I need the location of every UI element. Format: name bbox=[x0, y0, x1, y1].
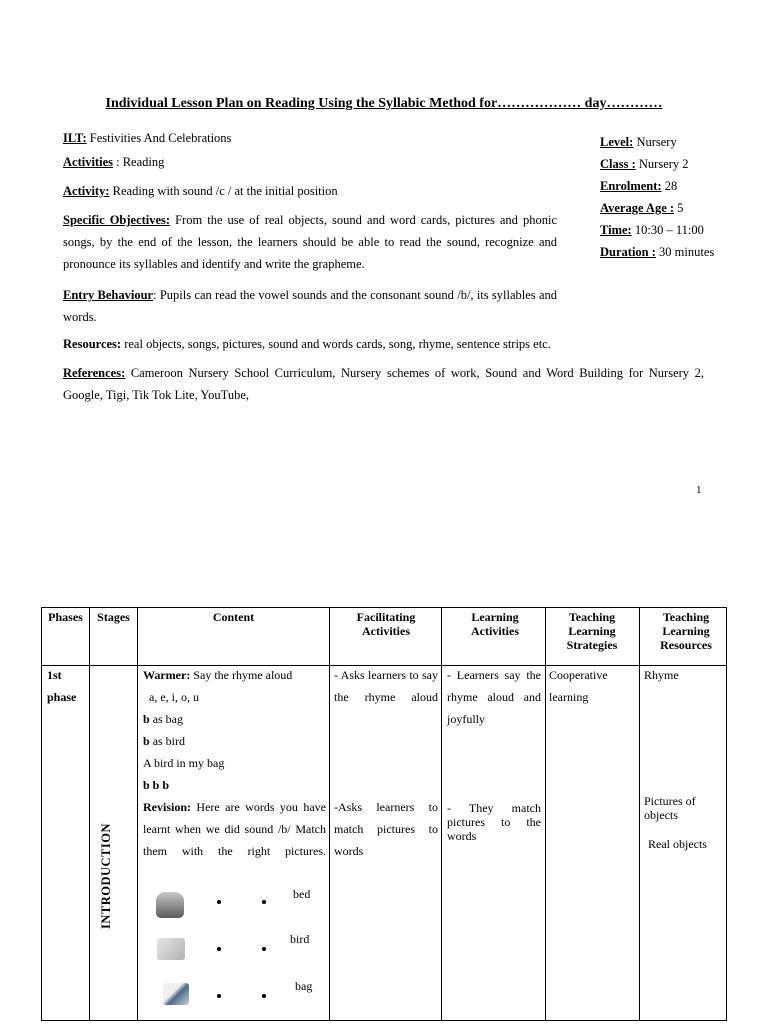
activity-value: Reading with sound /c / at the initial position bbox=[109, 184, 338, 198]
duration-line bbox=[600, 241, 760, 263]
ilt-value: Festivities And Celebrations bbox=[86, 131, 232, 145]
revision-paragraph bbox=[143, 796, 326, 862]
rhyme-line: A bird in my bag bbox=[143, 756, 225, 770]
word-bed: bed bbox=[293, 887, 311, 901]
warmer-label: Warmer: bbox=[143, 668, 191, 682]
resource-pictures: Pictures of objects bbox=[644, 794, 696, 822]
facilitating-activity: -Asks learners to match pictures to words bbox=[334, 800, 438, 858]
rhyme-line: b b b bbox=[143, 778, 170, 792]
level-line bbox=[600, 131, 760, 153]
class-value: Nursery 2 bbox=[635, 157, 689, 171]
resources-label: Resources: bbox=[63, 337, 122, 351]
match-dot bbox=[262, 900, 266, 904]
enrolment-value: 28 bbox=[661, 179, 678, 193]
objectives-label: Specific Objectives: bbox=[63, 213, 171, 227]
entry-label: Entry Behaviour bbox=[63, 288, 154, 302]
col-divider bbox=[639, 608, 640, 1020]
activities-label: Activities bbox=[63, 155, 113, 169]
resources-value: real objects, songs, pictures, sound and words cards, song, rhyme, sentence strips etc. bbox=[121, 337, 551, 351]
level-label: Level: bbox=[600, 135, 634, 149]
rhyme-line bbox=[143, 708, 326, 730]
col-divider bbox=[441, 608, 442, 1020]
page-title: Individual Lesson Plan on Reading Using the Syllabic Method for……………… day………… bbox=[105, 96, 663, 111]
bird-picture bbox=[157, 938, 185, 960]
header-learning: Learning Activities bbox=[471, 610, 519, 638]
match-dot bbox=[217, 947, 221, 951]
resource-real-objects: Real objects bbox=[648, 837, 707, 851]
references-paragraph bbox=[63, 362, 704, 406]
col-divider bbox=[89, 608, 90, 1020]
word-bag: bag bbox=[295, 979, 313, 993]
bag-picture bbox=[156, 892, 184, 918]
match-dot bbox=[262, 994, 266, 998]
rhyme-bold: b bbox=[143, 734, 150, 748]
objectives-paragraph bbox=[63, 209, 557, 275]
references-value: Cameroon Nursery School Curriculum, Nursery schemes of work, Sound and Word Building for Nursery 2, Google, Tigi, Tik Tok Lite, YouTube, bbox=[63, 366, 704, 402]
rhyme-text: as bird bbox=[149, 734, 186, 748]
resources-line bbox=[63, 333, 703, 355]
col-divider bbox=[545, 608, 546, 1020]
header-stages: Stages bbox=[97, 610, 130, 624]
match-dot bbox=[262, 947, 266, 951]
header-strategies: Teaching Learning Strategies bbox=[566, 610, 618, 652]
lesson-table bbox=[41, 607, 727, 1021]
activities-value: : Reading bbox=[112, 155, 165, 169]
col-divider bbox=[329, 608, 330, 1020]
revision-label: Revision: bbox=[143, 800, 191, 814]
duration-value: 30 minutes bbox=[655, 245, 715, 259]
duration-label: Duration : bbox=[600, 245, 656, 259]
rhyme-line bbox=[143, 730, 326, 752]
age-line bbox=[600, 197, 760, 219]
phase-line: phase bbox=[47, 690, 77, 704]
age-label: Average Age : bbox=[600, 201, 675, 215]
level-value: Nursery bbox=[633, 135, 677, 149]
references-label: References: bbox=[63, 366, 126, 380]
match-dot bbox=[217, 900, 221, 904]
time-line bbox=[600, 219, 760, 241]
header-resources: Teaching Learning Resources bbox=[660, 610, 712, 652]
age-value: 5 bbox=[674, 201, 684, 215]
bird-small-picture bbox=[163, 983, 189, 1005]
objectives-value: From the use of real objects, sound and word cards, pictures and phonic songs, by the end of the lesson, the learners should be able to read the sound, recognize and pronounce its syllables and identify and write the grapheme. bbox=[63, 213, 557, 271]
word-bird: bird bbox=[290, 932, 310, 946]
facilitating-activity: - Asks learners to say the rhyme aloud bbox=[334, 668, 438, 704]
phase-cell bbox=[47, 664, 76, 708]
entry-value: : Pupils can read the vowel sounds and the consonant sound /b/, its syllables and words. bbox=[63, 288, 557, 324]
ilt-label: ILT: bbox=[63, 131, 87, 145]
match-dot bbox=[217, 994, 221, 998]
header-phases: Phases bbox=[48, 610, 83, 624]
learning-activity: - They match pictures to the words bbox=[447, 801, 541, 843]
learning-activity: - Learners say the rhyme aloud and joyfully bbox=[447, 668, 541, 726]
entry-behaviour-paragraph bbox=[63, 284, 557, 328]
vowels-line: a, e, i, o, u bbox=[149, 690, 199, 704]
class-line bbox=[600, 153, 760, 175]
ilt-line bbox=[63, 127, 563, 149]
header-facilitating: Facilitating Activities bbox=[356, 610, 416, 638]
header-content: Content bbox=[212, 610, 255, 624]
rhyme-bold: b bbox=[143, 712, 150, 726]
phase-line: 1st bbox=[47, 668, 62, 682]
enrolment-line bbox=[600, 175, 760, 197]
revision-value: Here are words you have learnt when we did sound /b/ Match them with the right pictures. bbox=[143, 800, 326, 858]
lesson-info bbox=[600, 131, 760, 263]
enrolment-label: Enrolment: bbox=[600, 179, 662, 193]
activity-line bbox=[63, 180, 563, 202]
warmer-value: Say the rhyme aloud bbox=[190, 668, 293, 682]
warmer-line bbox=[143, 664, 326, 686]
resource-rhyme: Rhyme bbox=[644, 668, 679, 682]
time-label: Time: bbox=[600, 223, 632, 237]
strategy: Cooperative learning bbox=[549, 668, 608, 704]
rhyme-text: as bag bbox=[149, 712, 184, 726]
content-cell bbox=[143, 664, 326, 862]
stage-label: INTRODUCTION bbox=[99, 822, 113, 929]
page-number: 1 bbox=[696, 484, 702, 496]
activities-line bbox=[63, 151, 563, 173]
time-value: 10:30 – 11:00 bbox=[631, 223, 704, 237]
class-label: Class : bbox=[600, 157, 636, 171]
col-divider bbox=[137, 608, 138, 1020]
activity-label: Activity: bbox=[63, 184, 110, 198]
